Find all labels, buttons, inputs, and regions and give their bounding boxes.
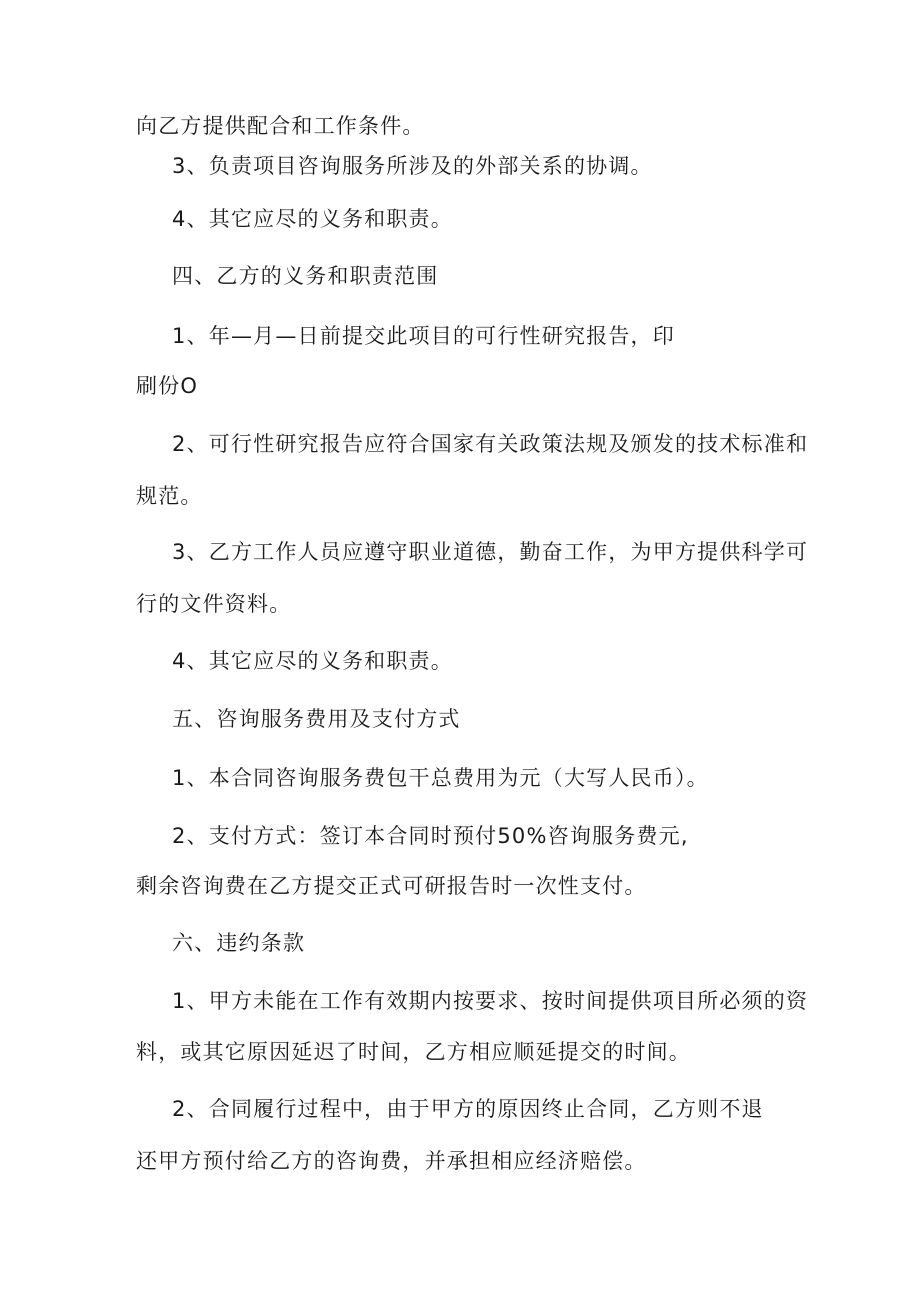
text-line: 剩余咨询费在乙方提交正式可研报告时一次性支付。 xyxy=(136,874,647,898)
text-line: 4、其它应尽的义务和职责。 xyxy=(172,207,453,231)
text-line: 1、甲方未能在工作有效期内按要求、按时间提供项目所必须的资 xyxy=(172,989,809,1013)
text-line: 1、年—月—日前提交此项目的可行性研究报告，印 xyxy=(172,324,675,348)
text-line: 规范。 xyxy=(136,484,203,508)
text-line: 3、乙方工作人员应遵守职业道德，勤奋工作，为甲方提供科学可 xyxy=(172,540,809,564)
text-line: 1、本合同咨询服务费包干总费用为元（大写人民币）。 xyxy=(172,766,709,790)
text-line: 刷份O xyxy=(136,374,199,398)
text-line: 行的文件资料。 xyxy=(136,592,292,616)
text-line: 4、其它应尽的义务和职责。 xyxy=(172,649,453,673)
text-line: 料，或其它原因延迟了时间，乙方相应顺延提交的时间。 xyxy=(136,1040,691,1064)
text-line: 2、合同履行过程中，由于甲方的原因终止合同，乙方则不退 xyxy=(172,1097,764,1121)
text-line: 3、负责项目咨询服务所涉及的外部关系的协调。 xyxy=(172,154,653,178)
text-line: 2、可行性研究报告应符合国家有关政策法规及颁发的技术标准和 xyxy=(172,432,809,456)
section-heading: 五、咨询服务费用及支付方式 xyxy=(172,707,461,731)
text-line: 2、支付方式：签订本合同时预付50%咨询服务费元, xyxy=(172,824,689,848)
section-heading: 六、违约条款 xyxy=(172,931,306,955)
text-line: 还甲方预付给乙方的咨询费，并承担相应经济赔偿。 xyxy=(136,1149,647,1173)
text-line: 向乙方提供配合和工作条件。 xyxy=(136,114,425,138)
section-heading: 四、乙方的义务和职责范围 xyxy=(172,264,439,288)
